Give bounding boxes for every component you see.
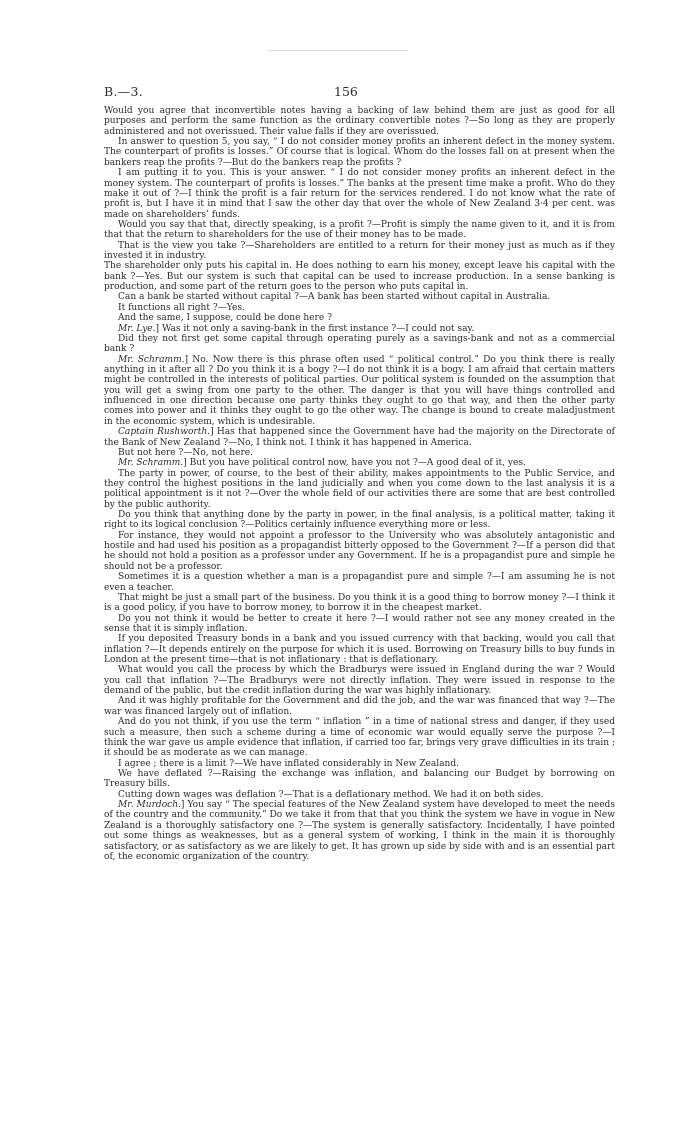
speaker-name: Mr. Murdoch.: [118, 800, 181, 811]
document-reference: B.—3.: [104, 84, 144, 99]
paragraph: And the same, I suppose, could be done here ?: [118, 313, 332, 324]
top-rule: [268, 50, 408, 51]
paragraph: Captain Rushworth.] Has that happened since the Government have had the majority on the Directorate of the Bank of New Zealand ?—No, I think not. I think it has happened in America.: [104, 427, 615, 448]
paragraph: The shareholder only puts his capital in. He does nothing to earn his money, except leave his capital with the bank ?—Yes. But our system is such that capital can be used to increase production. In a sense banking is production, and some part of the return goes to the person who puts capital in.: [104, 261, 615, 293]
paragraph: If you deposited Treasury bonds in a bank and you issued currency with that backing, would you call that inflation ?—It depends entirely on the purpose for which it is used. Borrowing on Treasury bills to buy funds in London at the present time—that is not inflationary : that is deflationary.: [104, 634, 615, 666]
paragraph: In answer to question 5, you say, “ I do not consider money profits an inherent defect in the money system. The counterpart of profits is losses.” Of course that is logical. Whom do the losses fall on at present when the bankers reap the profits ?—But do the bankers reap the profits ?: [104, 137, 615, 168]
paragraph: Mr. Schramm.] But you have political control now, have you not ?—A good deal of it, yes.: [118, 458, 526, 469]
paragraph: It functions all right ?—Yes.: [118, 302, 245, 313]
speaker-name: Captain Rushworth.: [118, 427, 211, 438]
paragraph: That might be just a small part of the business. Do you think it is a good thing to borrow money ?—I think it is a good policy, if you have to borrow money, to borrow it in the cheapest market.: [104, 592, 615, 614]
paragraph: And do you not think, if you use the term “ inflation ” in a time of national stress and danger, if they used such a measure, then such a scheme during a time of economic war would equally serve the purpose ?—I think the war gave us ample evidence that inflation, if carried too far, brings very grave difficulties in its train ; it should be as moderate as we can manage.: [104, 717, 615, 759]
paragraph: And it was highly profitable for the Government and did the job, and the war was financed that way ?—The war was financed largely out of inflation.: [104, 696, 615, 717]
paragraph: What would you call the process by which the Bradburys were issued in England during the war ? Would you call that inflation ?—The Bradburys were not directly inflation. They were issued in response to the demand of the public, but the credit inflation during the war was highly inflationary.: [104, 665, 615, 697]
speaker-name: Mr. Lye.: [118, 323, 156, 334]
paragraph: But not here ?—No, not here.: [118, 447, 254, 458]
paragraph: Mr. Lye.] Was it not only a saving-bank in the first instance ?—I could not say.: [118, 323, 475, 334]
paragraph: Did they not first get some capital through operating purely as a savings-bank and not as a commercial bank ?: [104, 333, 615, 355]
paragraph: That is the view you take ?—Shareholders are entitled to a return for their money just as much as if they invested it in industry.: [104, 240, 615, 262]
speaker-name: Mr. Schramm.: [118, 354, 185, 365]
paragraph: We have deflated ?—Raising the exchange was inflation, and balancing our Budget by borrowing on Treasury bills.: [104, 769, 615, 790]
paragraph: Can a bank be started without capital ?—A bank has been started without capital in Australia.: [118, 292, 551, 303]
paragraph: Mr. Murdoch.] You say “ The special features of the New Zealand system have developed to meet the needs of the country and the community.” Do we take it from that that you think the system we have in vogue in New Zealand is a thoroughly satisfactory one ?—The system is generally satisfactory. Incidentally, I have pointed out some things as weaknesses, but as a general system of working, I think in the main it is thoroughly satisfactory, or as satisfactory as we are likely to get. It has grown up side by side with and is an essential part of, the economic organization of the country.: [104, 800, 615, 862]
paragraph: I agree ; there is a limit ?—We have inflated considerably in New Zealand.: [118, 758, 460, 769]
paragraph: Sometimes it is a question whether a man is a propagandist pure and simple ?—I am assuming he is not even a teacher.: [104, 572, 615, 593]
paragraph: Would you say that that, directly speaking, is a profit ?—Profit is simply the name given to it, and it is from that that the return to shareholders for the use of their money has to be made.: [104, 219, 615, 241]
page-number: 156: [334, 84, 358, 99]
document-body: [104, 106, 615, 862]
paragraph: For instance, they would not appoint a professor to the University who was absolutely antagonistic and hostile and had used his position as a propagandist bitterly opposed to the Government ?—If a person did that he should not hold a position as a professor under any Government. If he is a propagandist pure and simple he should not be a professor.: [104, 530, 615, 572]
paragraph: The party in power, of course, to the best of their ability, makes appointments to the Public Service, and they control the highest positions in the land judicially and when you come down to the last analysis it is a political appointment is it not ?—Over the whole field of our activities there are some that are best controlled by the public authority.: [104, 468, 615, 510]
paragraph: Do you think that anything done by the party in power, in the final analysis, is a political matter, taking it right to its logical conclusion ?—Politics certainly influence everything more or less.: [104, 510, 615, 531]
paragraph: I am putting it to you. This is your answer. “ I do not consider money profits an inherent defect in the money system. The counterpart of profits is losses.” The banks at the present time make a profit. Who do they make it out of ?—I think the profit is a fair return for the services rendered. I do not know what the rate of profit is, but I have it in mind that I saw the other day that over the whole of New Zealand 3·4 per cent. was made on shareholders’ funds.: [104, 168, 615, 220]
paragraph: Cutting down wages was deflation ?—That is a deflationary method. We had it on both sides.: [118, 789, 544, 800]
speaker-name: Mr. Schramm.: [118, 458, 184, 469]
paragraph: Do you not think it would be better to create it here ?—I would rather not see any money created in the sense that it is simply inflation.: [104, 613, 615, 634]
paragraph: Would you agree that inconvertible notes having a backing of law behind them are just as good for all purposes and perform the same function as the ordinary convertible notes ?—So long as they are properly administered and not overissued. Their value falls if they are overissued.: [104, 106, 615, 137]
paragraph: Mr. Schramm.] No. Now there is this phrase often used “ political control.” Do you think there is really anything in it after all ? Do you think it is a bogy ?—I do not think it is a bogy. I am afraid that certain matters might be controlled in the interests of political parties. Our political system is founded on the assumption that you will get a swing from one party to the other. The danger is that you will have things controlled and influenced in one direction because one party thinks they ought to go that way, and then the other party comes into power and it thinks they ought to go the other way. The change is bound to create maladjustment in the economic system, which is undesirable.: [104, 354, 615, 427]
